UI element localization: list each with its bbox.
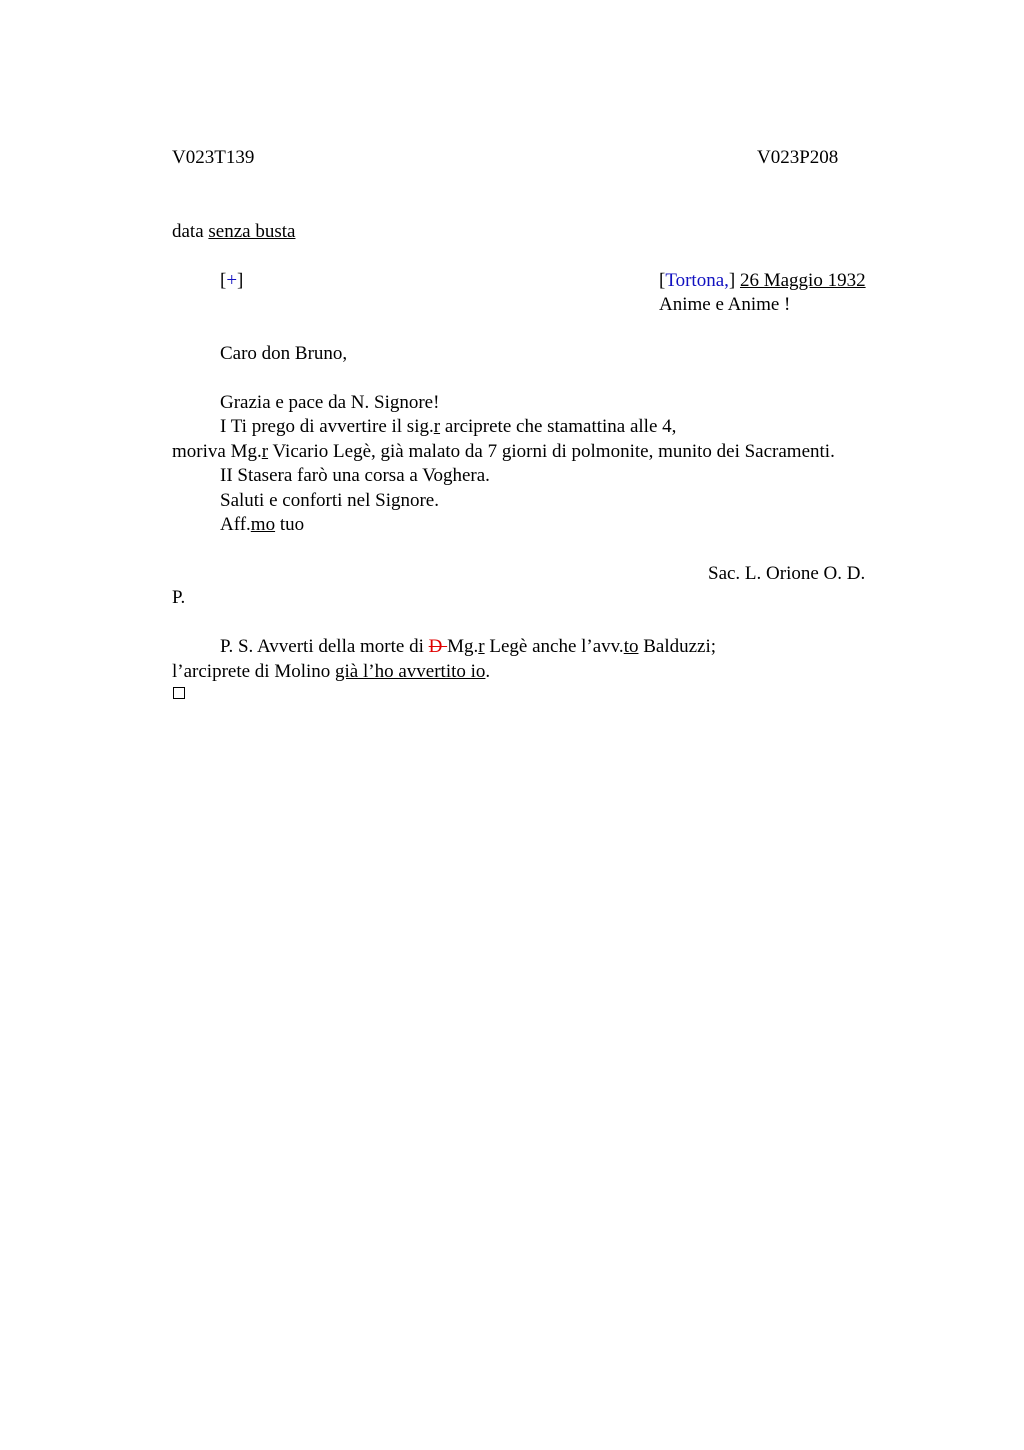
p1-text-a: I Ti prego di avvertire il sig. bbox=[220, 416, 434, 437]
place-date bbox=[659, 269, 866, 293]
paragraph-1-line-1 bbox=[220, 415, 676, 439]
document-code-right: V023P208 bbox=[757, 147, 839, 168]
cross-mark bbox=[220, 269, 243, 293]
p1-abbrev-r: r bbox=[433, 416, 441, 437]
cross-bracket-close: ] bbox=[237, 270, 244, 291]
ps2-underlined: già l’ho avvertito io bbox=[335, 661, 486, 682]
place-bracket-open: [ bbox=[659, 270, 666, 291]
closing-text-rest: tuo bbox=[275, 514, 305, 535]
postscript-line-1 bbox=[220, 635, 716, 659]
ps-text-c: Legè anche l’avv. bbox=[484, 636, 624, 657]
letter-date: 26 Maggio 1932 bbox=[739, 270, 866, 291]
closing bbox=[220, 513, 304, 537]
closing-text-a: Aff. bbox=[220, 514, 251, 535]
note-prefix: data bbox=[172, 221, 204, 242]
postscript-line-2 bbox=[172, 660, 490, 684]
ps2-period: . bbox=[485, 661, 491, 682]
signature: Sac. L. Orione O. D. bbox=[708, 563, 866, 584]
signature-continuation: P. bbox=[172, 587, 186, 608]
p1b-text-a: moriva Mg. bbox=[172, 441, 262, 462]
p1b-text-rest: Vicario Legè, già malato da 7 giorni di polmonite, munito dei Sacramenti. bbox=[268, 441, 835, 462]
p1-text-rest: arciprete che stamattina alle 4, bbox=[440, 416, 677, 437]
p1b-abbrev-r: r bbox=[261, 441, 269, 462]
ps-text-a: P. S. Avverti della morte di bbox=[220, 636, 429, 657]
cross-icon: + bbox=[226, 270, 238, 291]
ps-text-b: Mg. bbox=[447, 636, 479, 657]
place-bracket-close: ] bbox=[728, 270, 736, 291]
motto: Anime e Anime ! bbox=[659, 294, 791, 315]
place-name: Tortona, bbox=[665, 270, 729, 291]
ps-text-d: Balduzzi; bbox=[638, 636, 717, 657]
ps-abbrev-to: to bbox=[623, 636, 639, 657]
cross-bracket-open: [ bbox=[220, 270, 227, 291]
paragraph-2: II Stasera farò una corsa a Voghera. bbox=[220, 465, 490, 486]
closing-abbrev-mo: mo bbox=[250, 514, 276, 535]
paragraph-1-line-2 bbox=[172, 440, 835, 464]
greeting: Grazia e pace da N. Signore! bbox=[220, 392, 440, 413]
empty-square-icon bbox=[173, 687, 185, 699]
paragraph-3: Saluti e conforti nel Signore. bbox=[220, 490, 439, 511]
note-underlined: senza busta bbox=[208, 221, 296, 242]
ps-struck-text: D bbox=[428, 636, 448, 657]
document-code-left: V023T139 bbox=[172, 147, 255, 168]
envelope-note bbox=[172, 220, 295, 244]
ps2-text-a: l’arciprete di Molino bbox=[172, 661, 336, 682]
salutation: Caro don Bruno, bbox=[220, 343, 348, 364]
ps-abbrev-r: r bbox=[478, 636, 485, 657]
